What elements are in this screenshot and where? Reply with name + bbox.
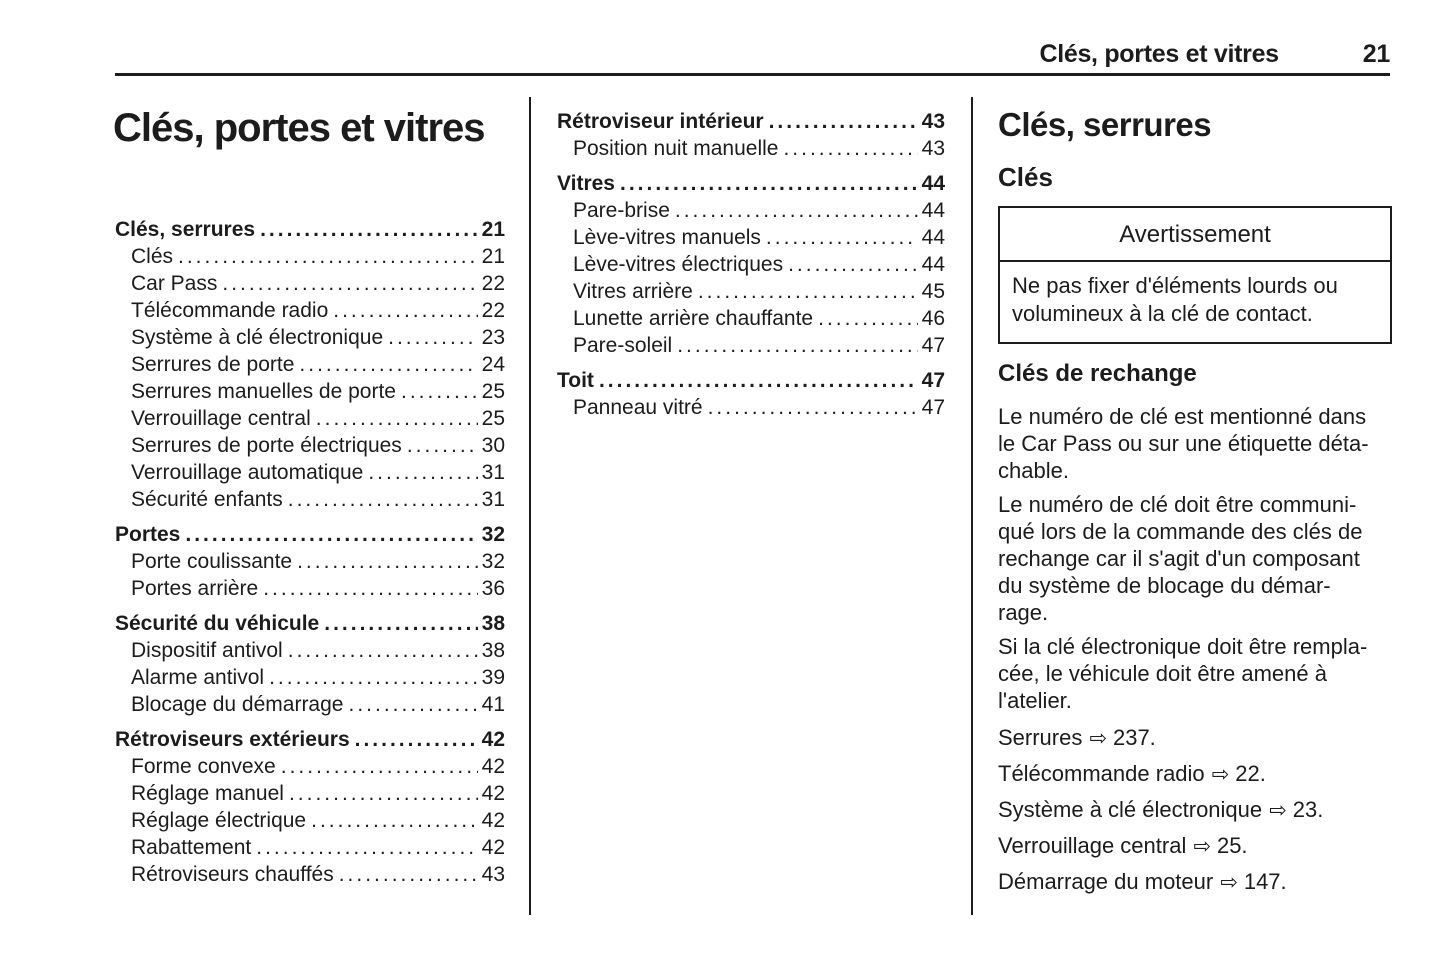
toc-section-title — [557, 367, 945, 394]
toc-section-title — [115, 521, 505, 548]
warning-title: Avertissement — [1000, 208, 1390, 262]
cross-reference-page: 23. — [1292, 797, 1324, 822]
toc-entry-page: 22 — [481, 272, 505, 295]
toc-entry-label: Pare-brise — [573, 199, 670, 222]
column-divider-left — [529, 97, 531, 915]
cross-reference-list — [998, 720, 1392, 900]
cross-reference-arrow-icon: ⇨ — [1269, 798, 1287, 822]
paragraph-line: Le numéro de clé est mentionné dans — [998, 404, 1367, 429]
toc-entry-label: Clés — [131, 245, 174, 268]
toc-entry — [115, 807, 505, 834]
paragraph-line: le Car Pass ou sur une étiquette déta- — [998, 431, 1369, 456]
paragraph-line: cée, le véhicule doit être amené à — [998, 661, 1327, 686]
toc-leader-dots — [269, 664, 478, 691]
cross-reference-arrow-icon: ⇨ — [1220, 870, 1238, 894]
toc-section-title-page: 21 — [481, 218, 505, 241]
toc-entry-page: 44 — [921, 253, 945, 276]
toc-section — [557, 367, 945, 421]
cross-reference — [998, 756, 1392, 792]
toc-section-title — [115, 726, 505, 753]
toc-entry-page: 22 — [481, 299, 505, 322]
toc-entry — [115, 691, 505, 718]
toc-entry-label: Serrures manuelles de porte — [131, 380, 396, 403]
toc-entry-page: 42 — [481, 809, 505, 832]
toc-section-title — [557, 108, 945, 135]
toc-entry-page: 45 — [921, 280, 945, 303]
cross-reference-arrow-icon: ⇨ — [1089, 726, 1107, 750]
toc-leader-dots — [339, 861, 478, 888]
toc-entry — [557, 278, 945, 305]
toc-entry-label: Panneau vitré — [573, 396, 703, 419]
toc-leader-dots — [708, 394, 918, 421]
toc-section-title-label: Clés, serrures — [115, 218, 256, 241]
toc-entry — [115, 861, 505, 888]
toc-entry — [115, 378, 505, 405]
toc-entry — [115, 637, 505, 664]
toc-leader-dots — [333, 297, 477, 324]
toc-entry-page: 30 — [481, 434, 505, 457]
toc-entry — [115, 753, 505, 780]
toc-entry-page: 31 — [481, 461, 505, 484]
toc-section-title — [115, 610, 505, 637]
toc-entry-page: 25 — [481, 407, 505, 430]
toc-entry-label: Rétroviseurs chauffés — [131, 863, 334, 886]
cross-reference-label: Système à clé électronique — [998, 797, 1263, 822]
toc-entry — [115, 270, 505, 297]
toc-section-title-page: 44 — [921, 172, 945, 195]
paragraph-line: rage. — [998, 600, 1049, 625]
toc-leader-dots — [260, 216, 478, 243]
toc-leader-dots — [698, 278, 918, 305]
toc-section-title-page: 42 — [481, 728, 505, 751]
toc-leader-dots — [288, 486, 478, 513]
cross-reference — [998, 720, 1392, 756]
page-number: 21 — [1362, 40, 1390, 68]
toc-section-title-label: Toit — [557, 369, 594, 392]
toc-entry-page: 42 — [481, 782, 505, 805]
toc-entry-page: 25 — [481, 380, 505, 403]
toc-entry-label: Position nuit manuelle — [573, 137, 779, 160]
toc-section — [115, 521, 505, 602]
cross-reference-arrow-icon: ⇨ — [1211, 762, 1230, 786]
toc-entry-label: Alarme antivol — [131, 666, 265, 689]
toc-leader-dots — [620, 170, 918, 197]
toc-entry — [557, 305, 945, 332]
cross-reference — [998, 828, 1392, 864]
toc-leader-dots — [263, 575, 477, 602]
toc-section — [557, 108, 945, 162]
toc-leader-dots — [355, 726, 478, 753]
toc-section-title-page: 32 — [481, 523, 505, 546]
cross-reference-label: Télécommande radio — [998, 761, 1205, 786]
toc-section — [115, 216, 505, 513]
toc-section — [115, 610, 505, 718]
paragraph-line: du système de blocage du démar- — [998, 573, 1331, 598]
toc-entry — [115, 351, 505, 378]
toc-leader-dots — [368, 459, 477, 486]
toc-leader-dots — [222, 270, 477, 297]
running-header-title: Clés, portes et vitres — [1039, 40, 1279, 68]
cross-reference-label: Serrures — [998, 725, 1083, 750]
toc-leader-dots — [178, 243, 478, 270]
column-divider-right — [971, 97, 973, 915]
paragraph-line: Le numéro de clé doit être communi- — [998, 492, 1357, 517]
toc-entry — [115, 432, 505, 459]
cross-reference-page: 25. — [1216, 833, 1248, 858]
toc-section-title-page: 47 — [921, 369, 945, 392]
toc-section-title-page: 38 — [481, 612, 505, 635]
toc-leader-dots — [675, 197, 918, 224]
toc-entry — [115, 780, 505, 807]
toc-entry-label: Réglage manuel — [131, 782, 284, 805]
toc-entry-label: Système à clé électronique — [131, 326, 384, 349]
toc-entry-page: 24 — [481, 353, 505, 376]
toc-entry-label: Verrouillage automatique — [131, 461, 364, 484]
toc-entry-label: Dispositif antivol — [131, 639, 283, 662]
toc-section-title — [115, 216, 505, 243]
toc-entry-page: 23 — [481, 326, 505, 349]
toc-entry — [557, 251, 945, 278]
cross-reference-page: 147. — [1243, 869, 1287, 894]
toc-entry-page: 42 — [481, 755, 505, 778]
toc-entry-page: 39 — [481, 666, 505, 689]
paragraph-line: l'atelier. — [998, 688, 1072, 713]
toc-leader-dots — [288, 637, 478, 664]
toc-entry-label: Vitres arrière — [573, 280, 693, 303]
toc-entry-label: Blocage du démarrage — [131, 693, 344, 716]
warning-text — [1000, 262, 1390, 342]
toc-entry-label: Pare-soleil — [573, 334, 673, 357]
toc-column-middle — [557, 108, 945, 421]
toc-entry — [115, 486, 505, 513]
toc-entry-page: 21 — [481, 245, 505, 268]
toc-leader-dots — [769, 108, 918, 135]
running-header — [115, 40, 1390, 69]
toc-leader-dots — [407, 432, 478, 459]
toc-leader-dots — [281, 753, 478, 780]
body-paragraphs — [998, 403, 1392, 714]
toc-entry-page: 31 — [481, 488, 505, 511]
toc-section-title-label: Rétroviseurs extérieurs — [115, 728, 350, 751]
toc-entry-label: Serrures de porte électriques — [131, 434, 402, 457]
content-column — [998, 86, 1392, 900]
toc-leader-dots — [311, 807, 478, 834]
toc-entry — [115, 324, 505, 351]
toc-section-title-label: Vitres — [557, 172, 615, 195]
cross-reference — [998, 792, 1392, 828]
toc-entry-page: 46 — [921, 307, 945, 330]
toc-section — [115, 726, 505, 888]
toc-leader-dots — [677, 332, 917, 359]
toc-entry-page: 44 — [921, 199, 945, 222]
toc-entry-label: Car Pass — [131, 272, 218, 295]
subsection-heading-cles: Clés — [998, 162, 1053, 192]
toc-entry-page: 38 — [481, 639, 505, 662]
toc-entry-label: Forme convexe — [131, 755, 276, 778]
paragraph — [998, 491, 1392, 626]
paragraph-line: Si la clé électronique doit être rempla- — [998, 634, 1368, 659]
toc-leader-dots — [401, 378, 478, 405]
toc-leader-dots — [783, 135, 917, 162]
toc-entry — [557, 197, 945, 224]
toc-entry — [557, 135, 945, 162]
warning-text-line: Ne pas fixer d'éléments lourds ou — [1012, 273, 1338, 298]
toc-entry — [115, 297, 505, 324]
toc-entry-label: Rabattement — [131, 836, 252, 859]
toc-leader-dots — [599, 367, 918, 394]
toc-entry-page: 47 — [921, 396, 945, 419]
cross-reference-page: 237. — [1112, 725, 1156, 750]
toc-entry-page: 43 — [481, 863, 505, 886]
toc-entry — [115, 834, 505, 861]
chapter-title: Clés, portes et vitres — [113, 106, 485, 150]
toc-entry-page: 32 — [481, 550, 505, 573]
warning-box — [998, 206, 1392, 344]
toc-entry-label: Portes arrière — [131, 577, 259, 600]
toc-leader-dots — [316, 405, 478, 432]
toc-section-title-page: 43 — [921, 110, 945, 133]
paragraph-line: chable. — [998, 458, 1069, 483]
subsection-heading-cles-de-rechange: Clés de rechange — [998, 360, 1197, 387]
toc-leader-dots — [788, 251, 918, 278]
paragraph — [998, 403, 1392, 484]
toc-entry — [115, 405, 505, 432]
toc-entry — [557, 332, 945, 359]
toc-section-title-label: Portes — [115, 523, 181, 546]
toc-entry — [115, 243, 505, 270]
toc-entry-label: Porte coulissante — [131, 550, 293, 573]
toc-entry — [115, 459, 505, 486]
toc-entry — [115, 548, 505, 575]
warning-text-line: volumineux à la clé de contact. — [1012, 301, 1313, 326]
toc-leader-dots — [388, 324, 478, 351]
toc-leader-dots — [766, 224, 918, 251]
toc-section-title-label: Sécurité du véhicule — [115, 612, 320, 635]
header-rule — [115, 73, 1390, 76]
toc-entry-label: Lève-vitres manuels — [573, 226, 761, 249]
toc-leader-dots — [297, 548, 478, 575]
cross-reference-arrow-icon: ⇨ — [1193, 834, 1211, 858]
toc-section — [557, 170, 945, 359]
toc-entry-label: Lunette arrière chauffante — [573, 307, 814, 330]
cross-reference-page: 22. — [1235, 761, 1266, 786]
toc-leader-dots — [348, 691, 477, 718]
toc-entry-label: Serrures de porte — [131, 353, 295, 376]
cross-reference-label: Démarrage du moteur — [998, 869, 1214, 894]
toc-entry — [115, 575, 505, 602]
toc-leader-dots — [256, 834, 477, 861]
toc-section-title-label: Rétroviseur intérieur — [557, 110, 764, 133]
toc-column-left — [115, 216, 505, 888]
section-heading: Clés, serrures — [998, 106, 1212, 143]
toc-entry-page: 41 — [481, 693, 505, 716]
cross-reference — [998, 864, 1392, 900]
paragraph — [998, 633, 1392, 714]
cross-reference-label: Verrouillage central — [998, 833, 1187, 858]
toc-entry-label: Réglage électrique — [131, 809, 307, 832]
toc-leader-dots — [818, 305, 918, 332]
toc-entry-page: 36 — [481, 577, 505, 600]
toc-entry — [115, 664, 505, 691]
toc-entry-label: Sécurité enfants — [131, 488, 283, 511]
toc-entry-page: 42 — [481, 836, 505, 859]
toc-section-title — [557, 170, 945, 197]
toc-entry-label: Télécommande radio — [131, 299, 329, 322]
paragraph-line: qué lors de la commande des clés de — [998, 519, 1363, 544]
toc-leader-dots — [324, 610, 477, 637]
toc-entry — [557, 394, 945, 421]
toc-entry-label: Verrouillage central — [131, 407, 311, 430]
toc-leader-dots — [299, 351, 477, 378]
toc-leader-dots — [289, 780, 478, 807]
toc-entry — [557, 224, 945, 251]
toc-entry-page: 43 — [921, 137, 945, 160]
toc-leader-dots — [185, 521, 477, 548]
paragraph-line: rechange car il s'agit d'un composant — [998, 546, 1360, 571]
toc-entry-label: Lève-vitres électriques — [573, 253, 784, 276]
toc-entry-page: 44 — [921, 226, 945, 249]
toc-entry-page: 47 — [921, 334, 945, 357]
